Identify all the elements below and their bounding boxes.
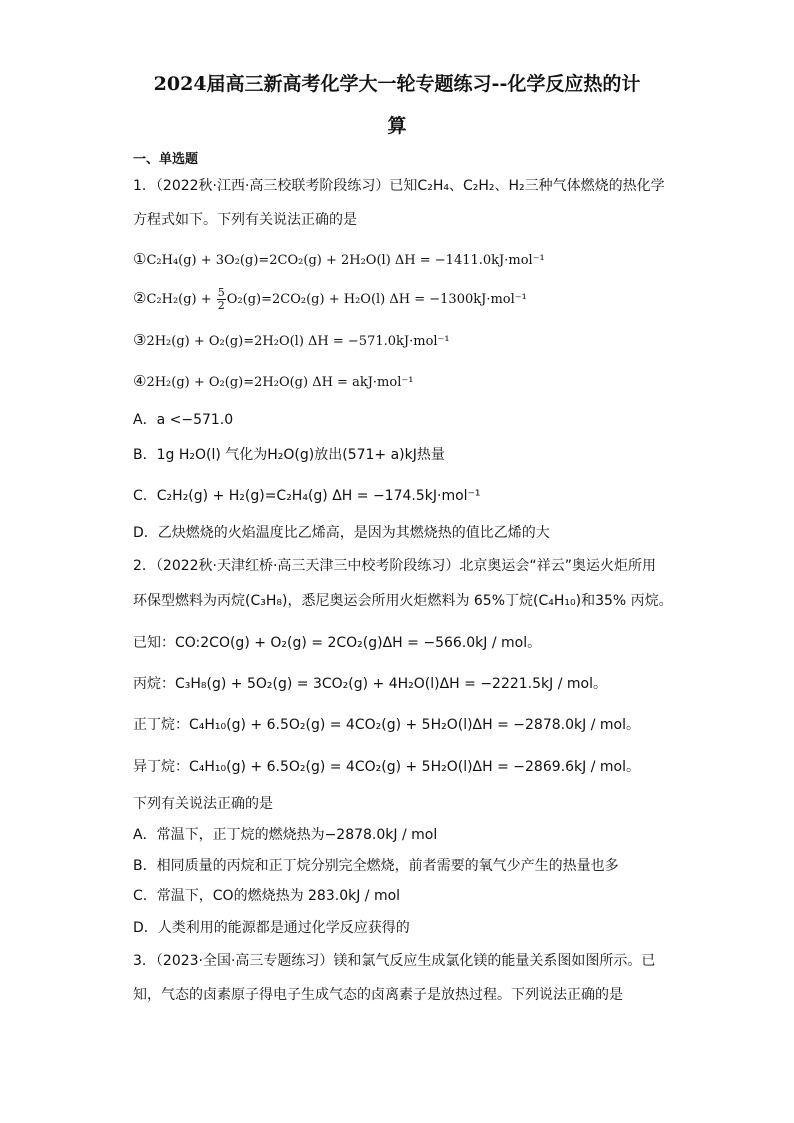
equation-text: 2H₂(g) + O₂(g)=2H₂O(l) ΔH = −571.0kJ·mol⁻¹ [146,334,450,349]
equation-text: 2H₂(g) + O₂(g)=2H₂O(g) ΔH = akJ·mol⁻¹ [146,375,414,390]
q1-equation-1 [133,249,545,271]
q1-equation-3 [133,330,450,352]
q2-stem-line1: 2．（2022秋·天津红桥·高三天津三中校考阶段练习）北京奥运会“祥云”奥运火炬所用 [133,558,656,574]
q2-known-co: 已知：CO:2CO(g) + O₂(g) = 2CO₂(g)ΔH = −566.0kJ / mol。 [133,635,542,651]
q1-option-a: A．a <−571.0 [133,412,234,428]
q3-stem-line1: 3．（2023·全国·高三专题练习）镁和氯气反应生成氯化镁的能量关系图如图所示。已 [133,953,656,969]
equation-text-b: O₂(g)=2CO₂(g) + H₂O(l) ΔH = −1300kJ·mol⁻¹ [226,292,527,307]
fraction-numerator: 5 [217,286,225,299]
q1-equation-2 [133,287,527,312]
q2-known-n-butane: 正丁烷：C₄H₁₀(g) + 6.5O₂(g) = 4CO₂(g) + 5H₂O(l)ΔH = −2878.0kJ / mol。 [133,717,640,733]
q3-stem-line2: 知，气态的卤素原子得电子生成气态的卤离素子是放热过程。下列说法正确的是 [133,987,623,1003]
q2-known-isobutane: 异丁烷：C₄H₁₀(g) + 6.5O₂(g) = 4CO₂(g) + 5H₂O(l)ΔH = −2869.6kJ / mol。 [133,759,640,775]
fraction-denominator: 2 [217,299,225,312]
document-title-line2: 算 [387,115,407,137]
q2-known-propane: 丙烷：C₃H₈(g) + 5O₂(g) = 3CO₂(g) + 4H₂O(l)ΔH = −2221.5kJ / mol。 [133,676,607,692]
document-title-line1: 2024届高三新高考化学大一轮专题练习--化学反应热的计 [153,73,641,95]
q1-option-c: C．C₂H₂(g) + H₂(g)=C₂H₄(g) ΔH = −174.5kJ·mol⁻¹ [133,488,481,504]
q2-option-a: A．常温下，正丁烷的燃烧热为−2878.0kJ / mol [133,827,438,843]
q1-option-d: D．乙炔燃烧的火焰温度比乙烯高，是因为其燃烧热的值比乙烯的大 [133,525,550,541]
q1-stem-line1: 1．（2022秋·江西·高三校联考阶段练习）已知C₂H₄、C₂H₂、H₂三种气体燃烧的热化学 [133,178,665,194]
equation-marker: ① [133,250,147,268]
fraction [217,287,226,312]
section-heading: 一、单选题 [133,152,199,167]
equation-text: C₂H₄(g) + 3O₂(g)=2CO₂(g) + 2H₂O(l) ΔH = −1411.0kJ·mol⁻¹ [146,253,545,268]
q1-equation-4 [133,371,413,393]
q1-option-b: B．1g H₂O(l) 气化为H₂O(g)放出(571+ a)kJ热量 [133,447,445,463]
equation-marker: ④ [133,372,147,390]
equation-marker: ③ [133,331,147,349]
equation-text-a: C₂H₂(g) + [146,292,212,307]
q2-option-d: D．人类利用的能源都是通过化学反应获得的 [133,920,410,936]
q2-ask: 下列有关说法正确的是 [133,796,273,812]
equation-marker: ② [133,289,147,307]
q2-stem-line2: 环保型燃料为丙烷(C₃H₈)，悉尼奥运会所用火炬燃料为 65%丁烷(C₄H₁₀)和35% 丙烷。 [133,593,673,609]
q2-option-b: B．相同质量的丙烷和正丁烷分别完全燃烧，前者需要的氧气少产生的热量也多 [133,858,619,874]
q2-option-c: C．常温下，CO的燃烧热为 283.0kJ / mol [133,888,401,904]
q1-stem-line2: 方程式如下。下列有关说法正确的是 [133,212,357,228]
